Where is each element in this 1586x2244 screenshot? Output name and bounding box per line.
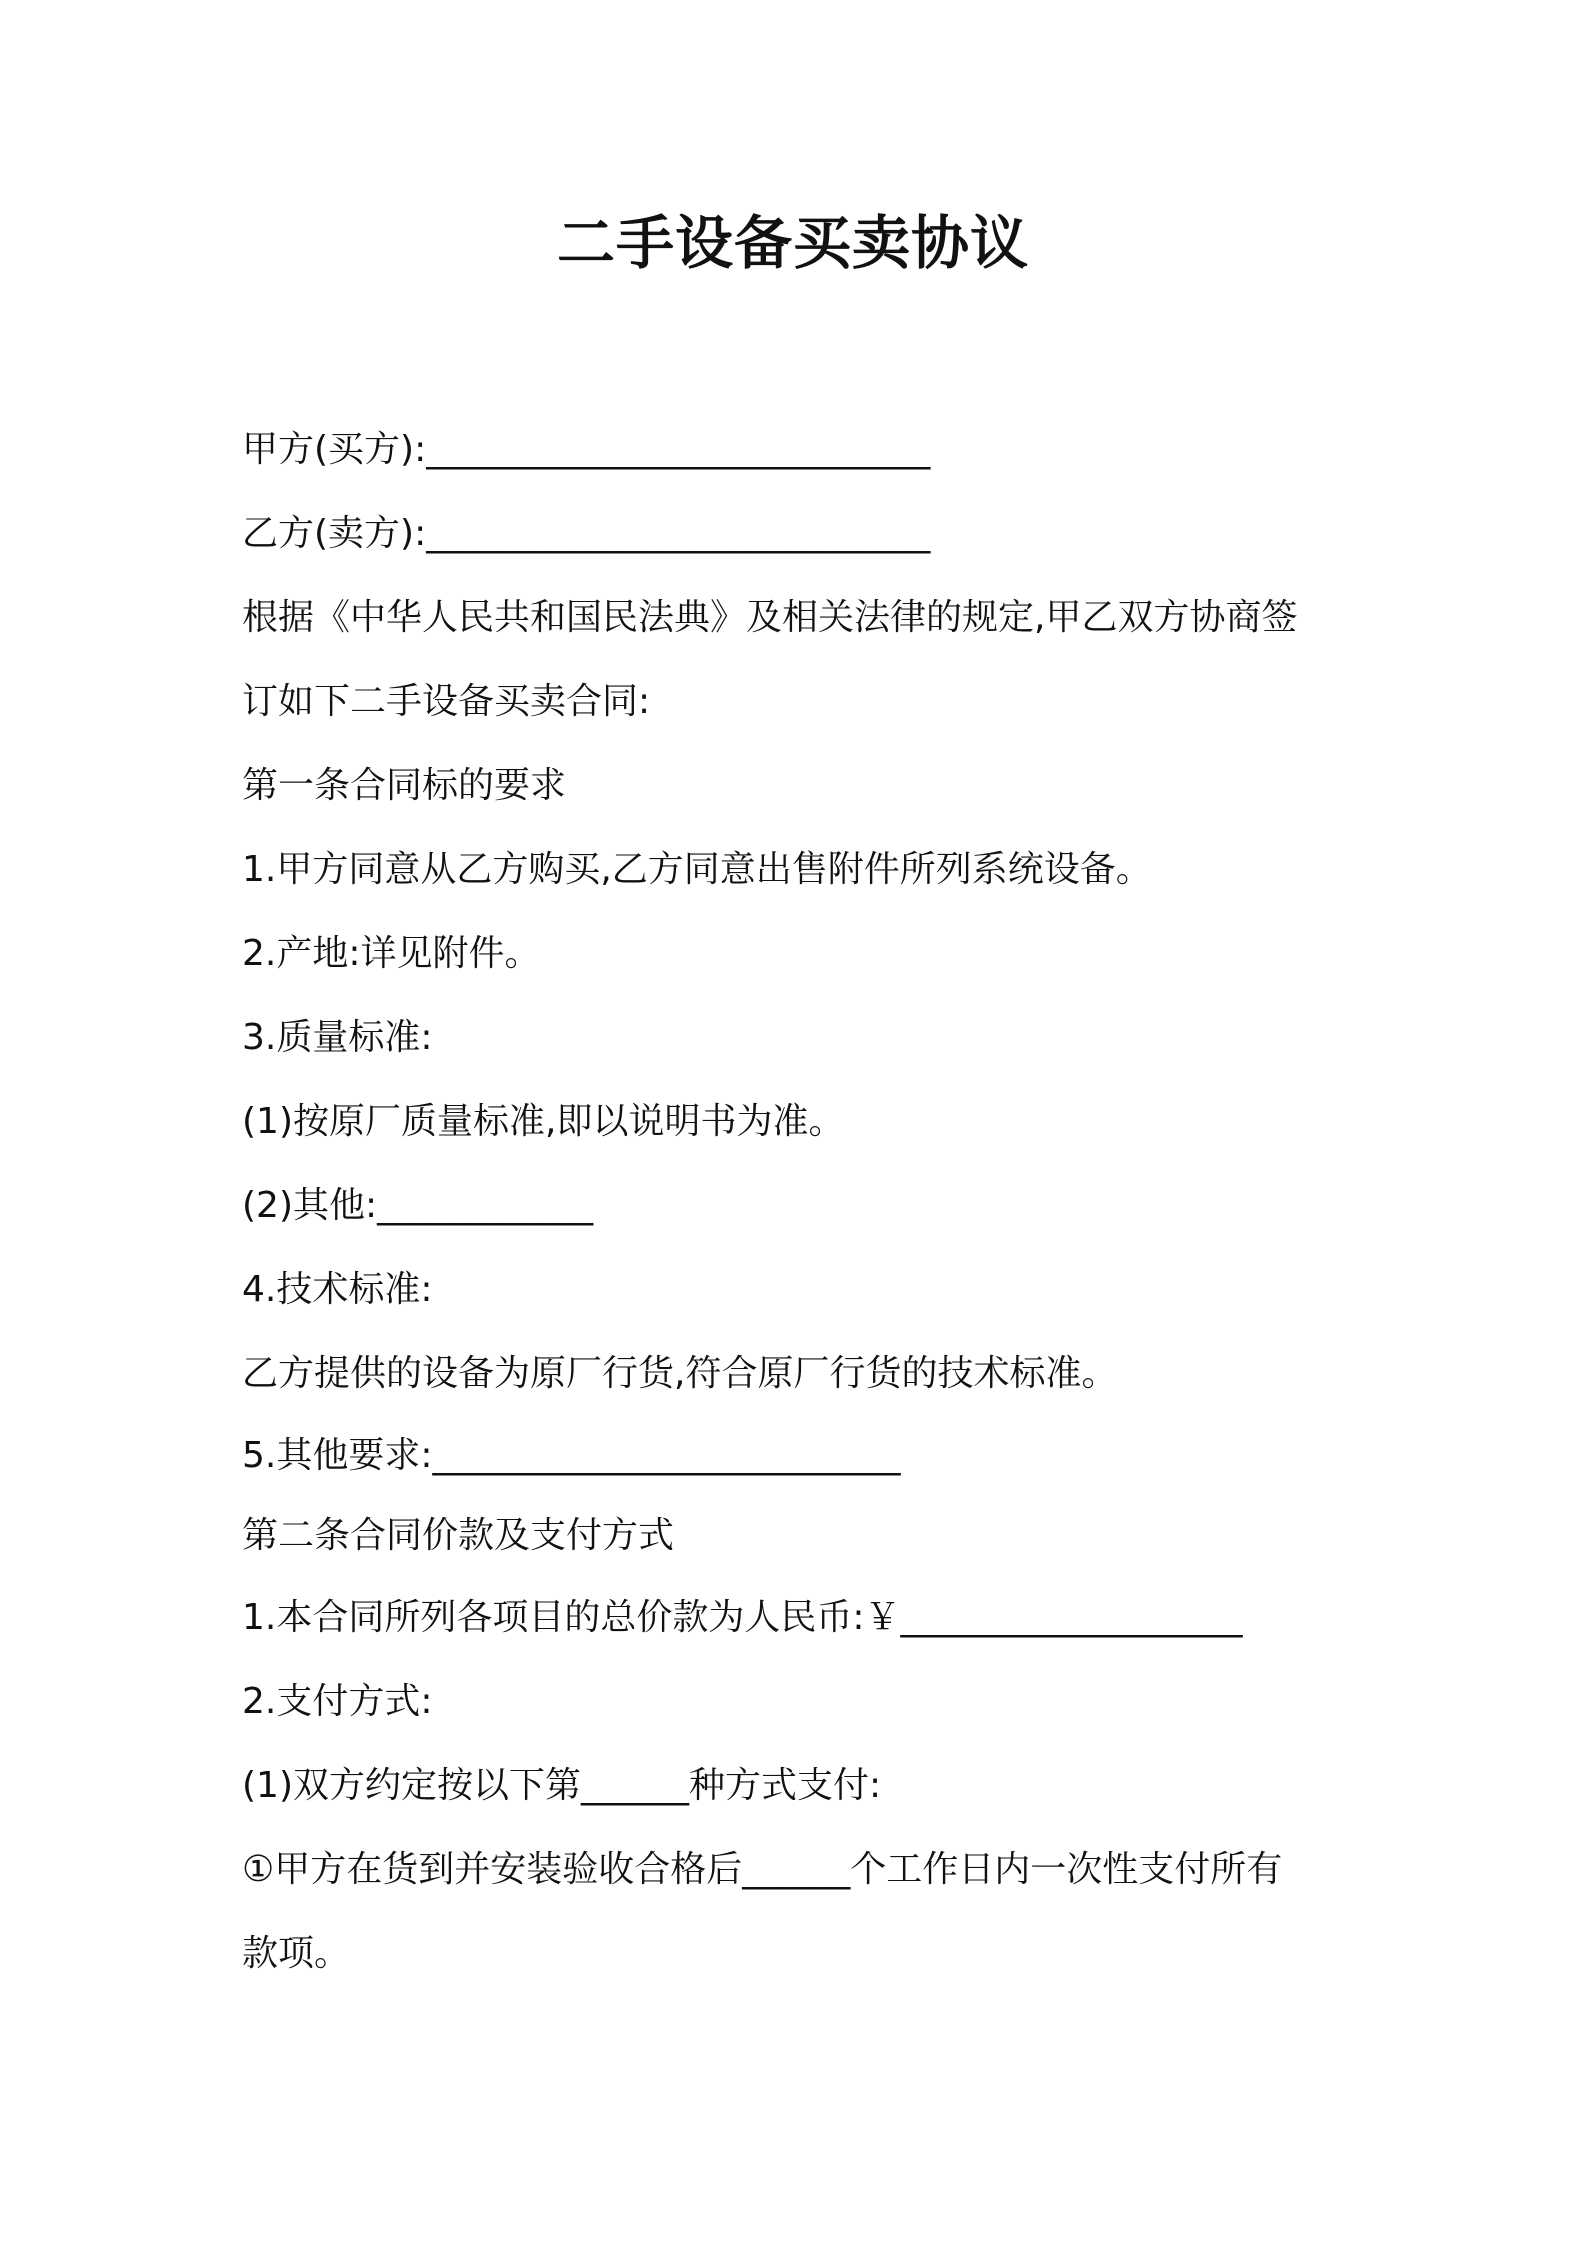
article-2-item-2: 2.支付方式: <box>242 1681 433 1722</box>
payment-clause-1-cont: 款项。 <box>242 1933 351 1974</box>
document-body <box>242 408 1362 1996</box>
party-b-line: 乙方(卖方):____________________________ <box>242 513 931 554</box>
quality-standard-1: (1)按原厂质量标准,即以说明书为准。 <box>242 1101 845 1142</box>
article-1-item-3: 3.质量标准: <box>242 1017 433 1058</box>
party-a-line: 甲方(买方):____________________________ <box>242 429 931 470</box>
intro-line-2: 订如下二手设备买卖合同: <box>242 681 651 722</box>
article-1-heading: 第一条合同标的要求 <box>242 765 567 806</box>
article-1-item-4: 4.技术标准: <box>242 1269 433 1310</box>
quality-standard-2: (2)其他:____________ <box>242 1185 594 1226</box>
article-1-item-5: 5.其他要求:__________________________ <box>242 1435 901 1476</box>
article-1-item-1: 1.甲方同意从乙方购买,乙方同意出售附件所列系统设备。 <box>242 849 1152 890</box>
payment-clause-1: ①甲方在货到并安装验收合格后______个工作日内一次性支付所有 <box>242 1849 1283 1890</box>
article-2-heading: 第二条合同价款及支付方式 <box>242 1515 675 1556</box>
article-1-item-2: 2.产地:详见附件。 <box>242 933 541 974</box>
technical-standard-text: 乙方提供的设备为原厂行货,符合原厂行货的技术标准。 <box>242 1353 1118 1394</box>
document-title: 二手设备买卖协议 <box>556 209 1029 277</box>
payment-option-1: (1)双方约定按以下第______种方式支付: <box>242 1765 882 1806</box>
intro-line-1: 根据《中华人民共和国民法典》及相关法律的规定,甲乙双方协商签 <box>242 597 1298 638</box>
article-2-item-1: 1.本合同所列各项目的总价款为人民币:￥___________________ <box>242 1597 1243 1638</box>
